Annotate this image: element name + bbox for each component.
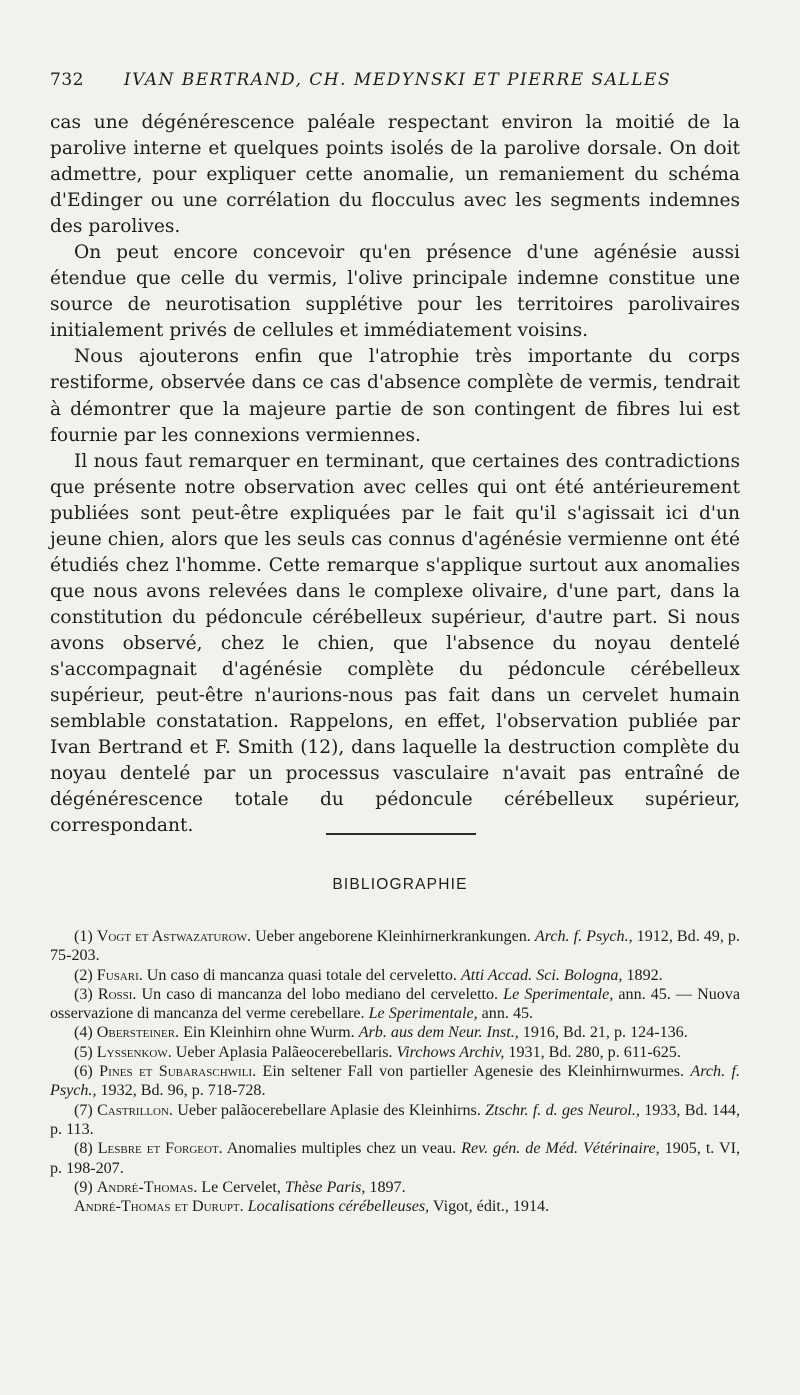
bib-journal: Arb. aus dem Neur. Inst., <box>358 1024 519 1042</box>
bib-entry-3: (3) Rossi. Un caso di mancanza del lobo mediano del cerveletto. Le Sperimentale, ann. 45. — Nuova osservazione di mancanza del verme cerebellare. Le Sperimentale, ann. 45. <box>50 985 740 1023</box>
bib-journal: Arch. f. Psych., <box>50 1063 741 1100</box>
bib-entry-6: (6) Pines et Subaraschwili. Ein seltener Fall von partieller Agenesie des Kleinhirnwurmes. Arch. f. Psych., 1932, Bd. 96, p. 718-728. <box>50 1063 741 1100</box>
bib-author: Obersteiner. <box>96 1024 180 1042</box>
running-header <box>50 70 740 90</box>
bib-author: Fusari. <box>96 966 143 984</box>
bib-author: Castrillon. <box>97 1101 173 1119</box>
paragraph-2: On peut encore concevoir qu'en présence d'une agénésie aussi étendue que celle du vermis, l'olive principale indemne constitue une source de neurotisation supplétive pour les territoires parolivaires initialement privés de cellules et immédiatement voisins. <box>50 242 740 342</box>
bib-journal: Le Sperimentale, <box>503 985 614 1003</box>
bib-author: André-Thomas et Durupt. <box>74 1198 244 1216</box>
bib-entry-5: (5) Lyssenkow. Ueber Aplasia Palãeocerebellaris. Virchows Archiv, 1931, Bd. 280, p. 611-625. <box>74 1043 681 1061</box>
bib-entry-7: (7) Castrillon. Ueber palãocerebellare Aplasie des Kleinhirns. Ztschr. f. d. ges Neurol., 1933, Bd. 144, p. 113. <box>50 1101 740 1138</box>
bib-entry-1: (1) Vogt et Astwazaturow. Ueber angeborene Kleinhirnerkrankungen. Arch. f. Psych., 1912, Bd. 49, p. 75-203. <box>50 928 740 965</box>
paragraph-4: Il nous faut remarquer en terminant, que certaines des contradictions que présente notre observation avec celles qui ont été antérieurement publiées sont peut-être expliquées par le fait qu'il s'agissait ici d'un jeune chien, alors que les seuls cas connus d'agénésie vermienne ont été étudiés chez l'homme. Cette remarque s'applique surtout aux anomalies que nous avons relevées dans le complexe olivaire, d'une part, dans la constitution du pédoncule cérébelleux supérieur, d'autre part. Si nous avons observé, chez le chien, que l'absence du noyau dentelé s'accompagnait d'agénésie complète du pédoncule cérébelleux supérieur, peut-être n'aurions-nous pas fait dans un cervelet humain semblable constatation. Rappelons, en effet, l'observation publiée par Ivan Bertrand et F. Smith (12), dans laquelle la destruction complète du noyau dentelé par un processus vasculaire n'avait pas entraîné de dégénérescence totale du pédoncule cérébelleux supérieur, correspondant. <box>50 450 740 837</box>
section-divider <box>326 833 476 835</box>
bib-entry-2: (2) Fusari. Un caso di mancanza quasi totale del cerveletto. Atti Accad. Sci. Bologna, 1892. <box>74 966 663 984</box>
bibliography-list <box>50 927 740 1216</box>
bib-journal: Atti Accad. Sci. Bologna, <box>460 966 623 984</box>
bib-author: Rossi. <box>97 985 137 1003</box>
running-header-authors: IVAN BERTRAND, CH. MEDYNSKI ET PIERRE SALLES <box>123 70 672 90</box>
bib-author: André-Thomas. <box>96 1178 198 1196</box>
bib-entry-extra: André-Thomas et Durupt. Localisations cérébelleuses, Vigot, édit., 1914. <box>74 1198 550 1216</box>
bib-author: Lesbre et Forgeot. <box>97 1140 223 1158</box>
bib-entry-8: (8) Lesbre et Forgeot. Anomalies multiples chez un veau. Rev. gén. de Méd. Vétérinaire, 1905, t. VI, p. 198-207. <box>50 1140 740 1177</box>
bib-author: Pines et Subaraschwili. <box>99 1063 257 1081</box>
page-number: 732 <box>50 70 84 90</box>
paragraph-3: Nous ajouterons enfin que l'atrophie très importante du corps restiforme, observée dans ce cas d'absence complète de vermis, tendrait à démontrer que la majeure partie de son contingent de fibres lui est fournie par les connexions vermiennes. <box>50 346 740 446</box>
bib-journal: Localisations cérébelleuses, <box>247 1198 430 1216</box>
bib-journal: Rev. gén. de Méd. Vétérinaire, <box>461 1140 660 1158</box>
bib-author: Lyssenkow. <box>96 1043 172 1061</box>
bib-journal: Ztschr. f. d. ges Neurol., <box>485 1101 640 1119</box>
bib-journal: Thèse Paris, <box>284 1178 366 1196</box>
bib-entry-9: (9) André-Thomas. Le Cervelet, Thèse Paris, 1897. <box>74 1178 406 1196</box>
bib-journal: Virchows Archiv, <box>396 1043 505 1061</box>
paragraph-1: cas une dégénérescence paléale respectant environ la moitié de la parolive interne et quelques points isolés de la parolive dorsale. On doit admettre, pour expliquer cette anomalie, un remaniement du schéma d'Edinger ou une corrélation du flocculus avec les segments indemnes des parolives. <box>50 112 740 238</box>
bib-journal: Arch. f. Psych., <box>534 928 633 945</box>
bib-entry-4: (4) Obersteiner. Ein Kleinhirn ohne Wurm. Arb. aus dem Neur. Inst., 1916, Bd. 21, p. 124-136. <box>74 1024 688 1042</box>
bib-journal: Le Sperimentale, <box>368 1005 478 1023</box>
bib-author: Vogt et Astwazaturow. <box>96 928 252 945</box>
bibliography-title: BIBLIOGRAPHIE <box>332 876 468 893</box>
body-text <box>50 110 740 839</box>
